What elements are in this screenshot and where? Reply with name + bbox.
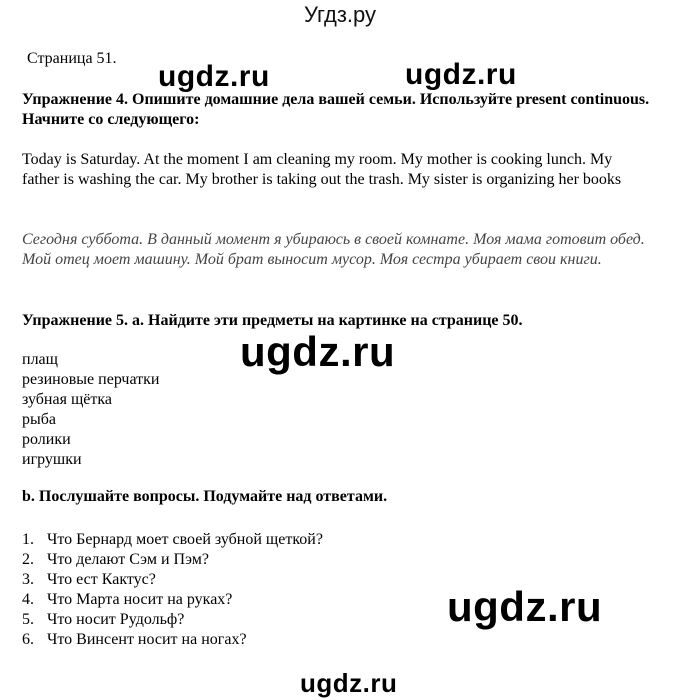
list-item: плащ	[22, 351, 58, 368]
watermark: ugdz.ru	[405, 58, 517, 91]
question-text: Что делают Сэм и Пэм?	[47, 551, 210, 568]
list-item: рыба	[22, 411, 56, 428]
question-text: Что Винсент носит на ногах?	[47, 631, 247, 648]
page-label: Страница 51.	[27, 50, 117, 67]
question-number: 2.	[22, 551, 34, 568]
list-item: зубная щётка	[22, 391, 112, 408]
question-text: Что ест Кактус?	[47, 571, 156, 588]
question-number: 1.	[22, 531, 34, 548]
watermark: ugdz.ru	[300, 668, 398, 698]
question-item	[22, 590, 323, 610]
items-list	[22, 350, 159, 470]
exercise4-russian-text: Сегодня суббота. В данный момент я убираюсь в своей комнате. Моя мама готовит обед. Мой отец моет машину. Мой брат выносит мусор. Моя сестра убирает свои книги.	[22, 231, 645, 268]
question-number: 6.	[22, 631, 34, 648]
exercise5b-heading: b. Послушайте вопросы. Подумайте над ответами.	[22, 488, 388, 505]
exercise4-heading: Упражнение 4. Опишите домашние дела вашей семьи. Используйте present continuous. Начните со следующего:	[22, 91, 650, 128]
list-item: игрушки	[22, 451, 82, 468]
questions-list	[22, 530, 323, 650]
watermark: ugdz.ru	[447, 583, 603, 630]
exercise5a-heading: Упражнение 5. a. Найдите эти предметы на картинке на странице 50.	[22, 312, 523, 329]
question-item	[22, 550, 323, 570]
question-number: 3.	[22, 571, 34, 588]
question-text: Что носит Рудольф?	[47, 611, 185, 628]
site-title: Угдз.ру	[303, 2, 377, 27]
list-item: резиновые перчатки	[22, 371, 160, 388]
question-text: Что Марта носит на руках?	[47, 591, 233, 608]
question-item	[22, 530, 323, 550]
question-item	[22, 570, 323, 590]
question-item	[22, 610, 323, 630]
question-item	[22, 630, 323, 650]
list-item: ролики	[22, 431, 71, 448]
question-text: Что Бернард моет своей зубной щеткой?	[47, 531, 323, 548]
exercise4-english-text: Today is Saturday. At the moment I am cleaning my room. My mother is cooking lunch. My father is washing the car. My brother is taking out the trash. My sister is organizing her books	[22, 151, 622, 188]
watermark: ugdz.ru	[158, 60, 270, 93]
question-number: 4.	[22, 591, 34, 608]
watermark: ugdz.ru	[240, 328, 396, 375]
question-number: 5.	[22, 611, 34, 628]
